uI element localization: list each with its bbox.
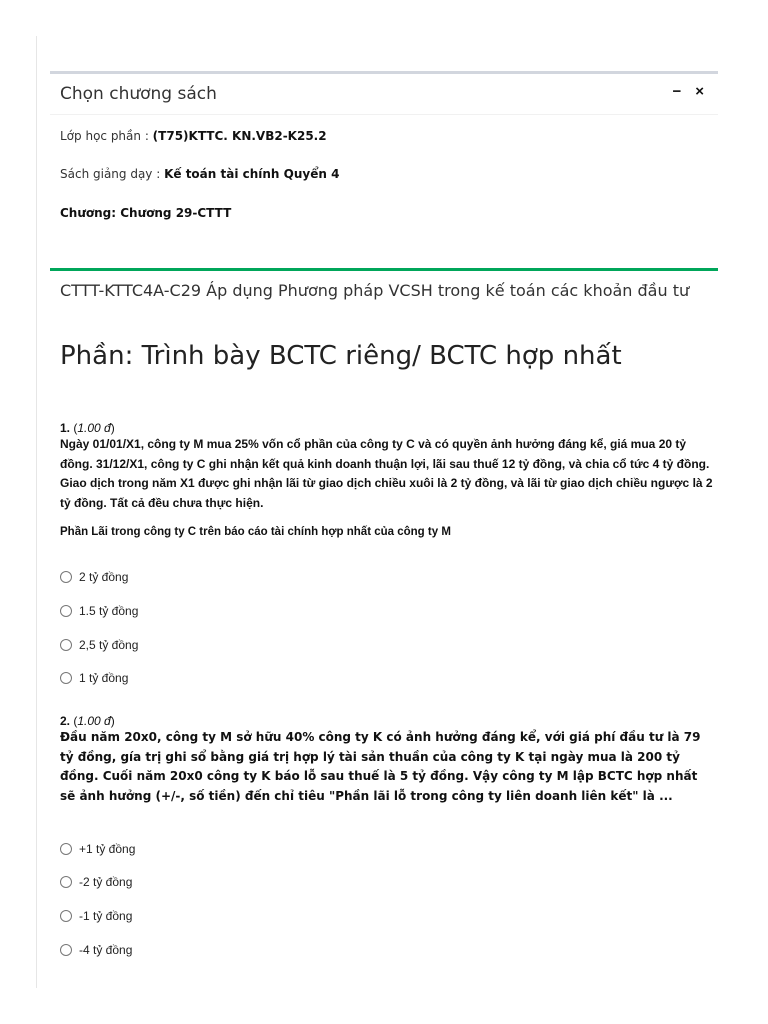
radio-button[interactable] bbox=[60, 910, 72, 922]
book-label: Sách giảng dạy : bbox=[60, 167, 165, 181]
option-label: -4 tỷ đồng bbox=[79, 943, 133, 957]
close-button[interactable]: × bbox=[695, 83, 704, 100]
exam-title: CTTT-KTTC4A-C29 Áp dụng Phương pháp VCSH trong kế toán các khoản đầu tư bbox=[60, 281, 690, 300]
chooser-header bbox=[50, 74, 718, 115]
question-1 bbox=[60, 421, 715, 538]
question-text: Đầu năm 20x0, công ty M sở hữu 40% công ty K có ảnh hưởng đáng kể, với giá phí đầu tư là 79 tỷ đồng, gía trị ghi sổ bằng giá trị hợp lý tài sản thuần của công ty K tại ngày mua là 200 tỷ đồng. Cuối năm 20x0 công ty K báo lỗ sau thuế là 5 tỷ đồng. Vậy công ty M lập BCTC hợp nhất sẽ ảnh hưởng (+/-, số tiền) đến chỉ tiêu "Phần lãi lỗ trong công ty liên doanh liên kết" là ... bbox=[60, 730, 701, 803]
section-title: Phần: Trình bày BCTC riêng/ BCTC hợp nhất bbox=[60, 341, 622, 371]
option-label: -1 tỷ đồng bbox=[79, 909, 133, 923]
question-points: 1.00 đ bbox=[77, 421, 111, 435]
option-label: 2 tỷ đồng bbox=[79, 570, 129, 584]
class-info bbox=[60, 129, 327, 143]
answer-option[interactable] bbox=[60, 842, 135, 856]
book-info bbox=[60, 167, 339, 181]
answer-option[interactable] bbox=[60, 875, 132, 889]
radio-button[interactable] bbox=[60, 639, 72, 651]
chapter-value: Chương 29-CTTT bbox=[120, 206, 232, 220]
option-label: 2,5 tỷ đồng bbox=[79, 638, 139, 652]
answer-option[interactable] bbox=[60, 570, 128, 584]
radio-button[interactable] bbox=[60, 944, 72, 956]
class-value: (T75)KTTC. KN.VB2-K25.2 bbox=[152, 129, 327, 143]
question-points: 1.00 đ bbox=[77, 714, 111, 728]
minimize-button[interactable]: − bbox=[672, 83, 682, 100]
exam-panel bbox=[50, 268, 718, 391]
option-label: 1.5 tỷ đồng bbox=[79, 604, 139, 618]
chapter-label: Chương: bbox=[60, 206, 121, 220]
question-2 bbox=[60, 714, 715, 806]
question-number: 2. bbox=[60, 714, 71, 728]
answer-option[interactable] bbox=[60, 671, 128, 685]
answer-option[interactable] bbox=[60, 638, 138, 652]
left-border bbox=[36, 36, 37, 988]
book-value: Kế toán tài chính Quyển 4 bbox=[164, 167, 340, 181]
question-header: 2. (1.00 đ) bbox=[60, 714, 115, 728]
option-label: 1 tỷ đồng bbox=[79, 671, 129, 685]
answer-option[interactable] bbox=[60, 909, 132, 923]
question-number: 1. bbox=[60, 421, 71, 435]
question-header: 1. (1.00 đ) bbox=[60, 421, 115, 435]
radio-button[interactable] bbox=[60, 876, 72, 888]
chooser-title: Chọn chương sách bbox=[60, 84, 217, 104]
chooser-tools bbox=[672, 83, 704, 101]
radio-button[interactable] bbox=[60, 843, 72, 855]
radio-button[interactable] bbox=[60, 571, 72, 583]
class-label: Lớp học phần : bbox=[60, 129, 153, 143]
chapter-chooser-panel bbox=[50, 71, 718, 224]
option-label: +1 tỷ đồng bbox=[79, 842, 136, 856]
radio-button[interactable] bbox=[60, 605, 72, 617]
chapter-info bbox=[60, 206, 231, 220]
option-label: -2 tỷ đồng bbox=[79, 875, 133, 889]
answer-option[interactable] bbox=[60, 943, 132, 957]
radio-button[interactable] bbox=[60, 672, 72, 684]
answer-option[interactable] bbox=[60, 604, 138, 618]
question-prompt: Phần Lãi trong công ty C trên báo cáo tài chính hợp nhất của công ty M bbox=[60, 526, 451, 538]
question-text: Ngày 01/01/X1, công ty M mua 25% vốn cổ phần của công ty C và có quyền ảnh hưởng đáng kể, giá mua 20 tỷ đồng. 31/12/X1, công ty C ghi nhận kết quả kinh doanh thuận lợi, lãi sau thuế 12 tỷ đồng, và chia cổ tức 4 tỷ đồng. Giao dịch trong năm X1 được ghi nhận lãi từ giao dịch chiều xuôi là 2 tỷ đồng, và lãi từ giao dịch chiều ngược là 2 tỷ đồng. Tất cả đều chưa thực hiện. bbox=[60, 437, 713, 510]
